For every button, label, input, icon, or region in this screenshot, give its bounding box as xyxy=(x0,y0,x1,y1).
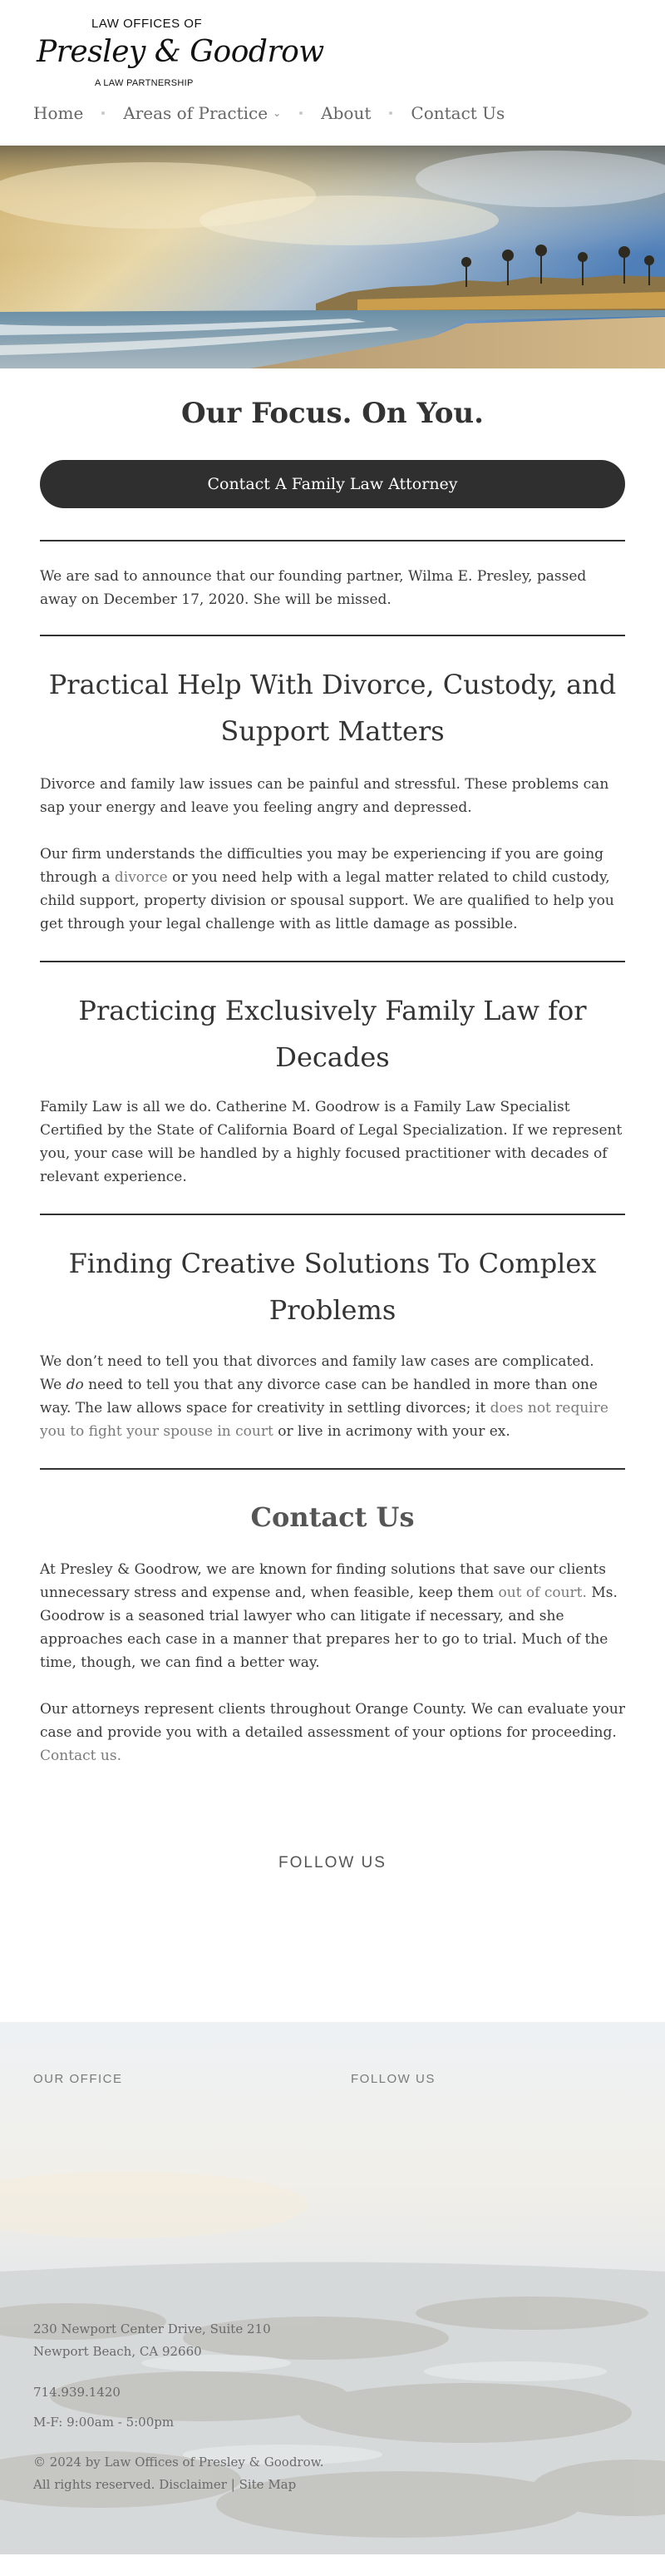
divorce-link[interactable]: divorce xyxy=(114,869,168,886)
main-nav xyxy=(33,103,505,123)
nav-separator-dot xyxy=(101,111,105,115)
section-paragraph: Divorce and family law issues can be painful and stressful. These problems can sap your energy and leave you feeling angry and depressed. xyxy=(40,776,609,816)
text-span: We xyxy=(40,1377,66,1393)
copyright-block xyxy=(33,2451,323,2496)
main-content xyxy=(0,397,665,1872)
court-link[interactable]: does not require you to fight your spouse in court xyxy=(40,1400,608,1440)
divider xyxy=(40,635,625,636)
nav-home[interactable]: Home xyxy=(33,103,84,123)
divider xyxy=(40,1214,625,1215)
nav-about[interactable]: About xyxy=(321,103,372,123)
site-header xyxy=(0,0,665,146)
chevron-down-icon: ⌄ xyxy=(273,107,282,119)
section-title-practical-help: Practical Help With Divorce, Custody, and Support Matters xyxy=(48,669,617,747)
contact-us-link[interactable]: Contact us. xyxy=(40,1748,121,1764)
rights-line xyxy=(33,2474,323,2496)
follow-us-heading: FOLLOW US xyxy=(278,1854,387,1871)
section-paragraph xyxy=(40,843,625,936)
divider xyxy=(40,540,625,541)
divider xyxy=(40,961,625,962)
contact-paragraph xyxy=(40,1558,625,1674)
section-paragraph xyxy=(40,1350,625,1443)
out-of-court-link[interactable]: out of court. xyxy=(498,1585,587,1601)
text-span: or you need help with a legal matter related to child custody, child support, property division or spousal support. We are qualified to help you get through your legal challenge with as little damage as possible. xyxy=(40,869,614,932)
copyright-text: © 2024 by Law Offices of Presley & Goodrow. xyxy=(33,2455,324,2470)
site-map-link[interactable]: Site Map xyxy=(239,2477,297,2492)
announcement-text: We are sad to announce that our founding partner, Wilma E. Presley, passed away on December 17, 2020. She will be missed. xyxy=(40,568,587,608)
section-title-exclusively-family-law: Practicing Exclusively Family Law for Decades xyxy=(78,995,587,1073)
text-span: Ms. Goodrow is a seasoned trial lawyer who can litigate if necessary, and she approaches each case in a manner that prepares her to go to trial. Much of the time, though, we can find a better way. xyxy=(40,1585,618,1671)
logo-sub-text: A LAW PARTNERSHIP xyxy=(95,78,194,88)
contact-attorney-button[interactable]: Contact A Family Law Attorney xyxy=(40,460,625,508)
beach-panorama-image xyxy=(0,146,665,368)
nav-areas-of-practice[interactable] xyxy=(123,103,281,123)
our-office-label: OUR OFFICE xyxy=(33,2072,123,2086)
logo-top-text: LAW OFFICES OF xyxy=(91,17,203,31)
nav-contact-us[interactable]: Contact Us xyxy=(411,103,505,123)
bottom-strip xyxy=(0,2554,665,2576)
page-title: Our Focus. On You. xyxy=(180,397,484,430)
rights-text: All rights reserved. xyxy=(33,2477,155,2492)
address-line-2: Newport Beach, CA 92660 xyxy=(33,2344,202,2359)
office-phone[interactable]: 714.939.1420 xyxy=(33,2385,121,2400)
office-address xyxy=(33,2318,271,2363)
office-hours: M-F: 9:00am - 5:00pm xyxy=(33,2415,175,2430)
text-span: We don’t need to tell you that divorces and family law cases are complicated. xyxy=(40,1353,594,1370)
logo-main-text: Presley & Goodrow xyxy=(37,35,324,69)
disclaimer-link[interactable]: Disclaimer xyxy=(159,2477,227,2492)
nav-separator-dot xyxy=(389,111,392,115)
text-span: At Presley & Goodrow, we are known for finding solutions that save our clients unnecessary stress and expense and, when feasible, keep them xyxy=(40,1561,606,1601)
text-span: need to tell you that any divorce case can be handled in more than one way. The law allows space for creativity in settling divorces; it xyxy=(40,1377,598,1417)
site-logo[interactable] xyxy=(37,13,324,96)
text-span: or live in acrimony with your ex. xyxy=(273,1423,510,1440)
nav-separator-dot xyxy=(299,111,303,115)
footer-follow-us-label: FOLLOW US xyxy=(351,2072,436,2086)
nav-areas-of-practice-label: Areas of Practice xyxy=(123,103,268,123)
address-line-1: 230 Newport Center Drive, Suite 210 xyxy=(33,2321,271,2336)
footer-separator: | xyxy=(230,2477,235,2492)
contact-paragraph xyxy=(40,1698,625,1768)
text-span: Our firm understands the difficulties you may be experiencing if you are going through a xyxy=(40,846,604,886)
hero-beach-image xyxy=(0,146,665,368)
divider xyxy=(40,1468,625,1470)
section-title-creative-solutions: Finding Creative Solutions To Complex Problems xyxy=(68,1248,597,1326)
emphasis-text: do xyxy=(66,1377,84,1393)
section-paragraph: Family Law is all we do. Catherine M. Goodrow is a Family Law Specialist Certified by the State of California Board of Legal Specialization. If we represent you, your case will be handled by a highly focused practitioner with decades of relevant experience. xyxy=(40,1099,623,1185)
text-span: Our attorneys represent clients throughout Orange County. We can evaluate your case and provide you with a detailed assessment of your options for proceeding. xyxy=(40,1701,625,1741)
site-footer xyxy=(0,2022,665,2554)
contact-title: Contact Us xyxy=(250,1501,415,1533)
